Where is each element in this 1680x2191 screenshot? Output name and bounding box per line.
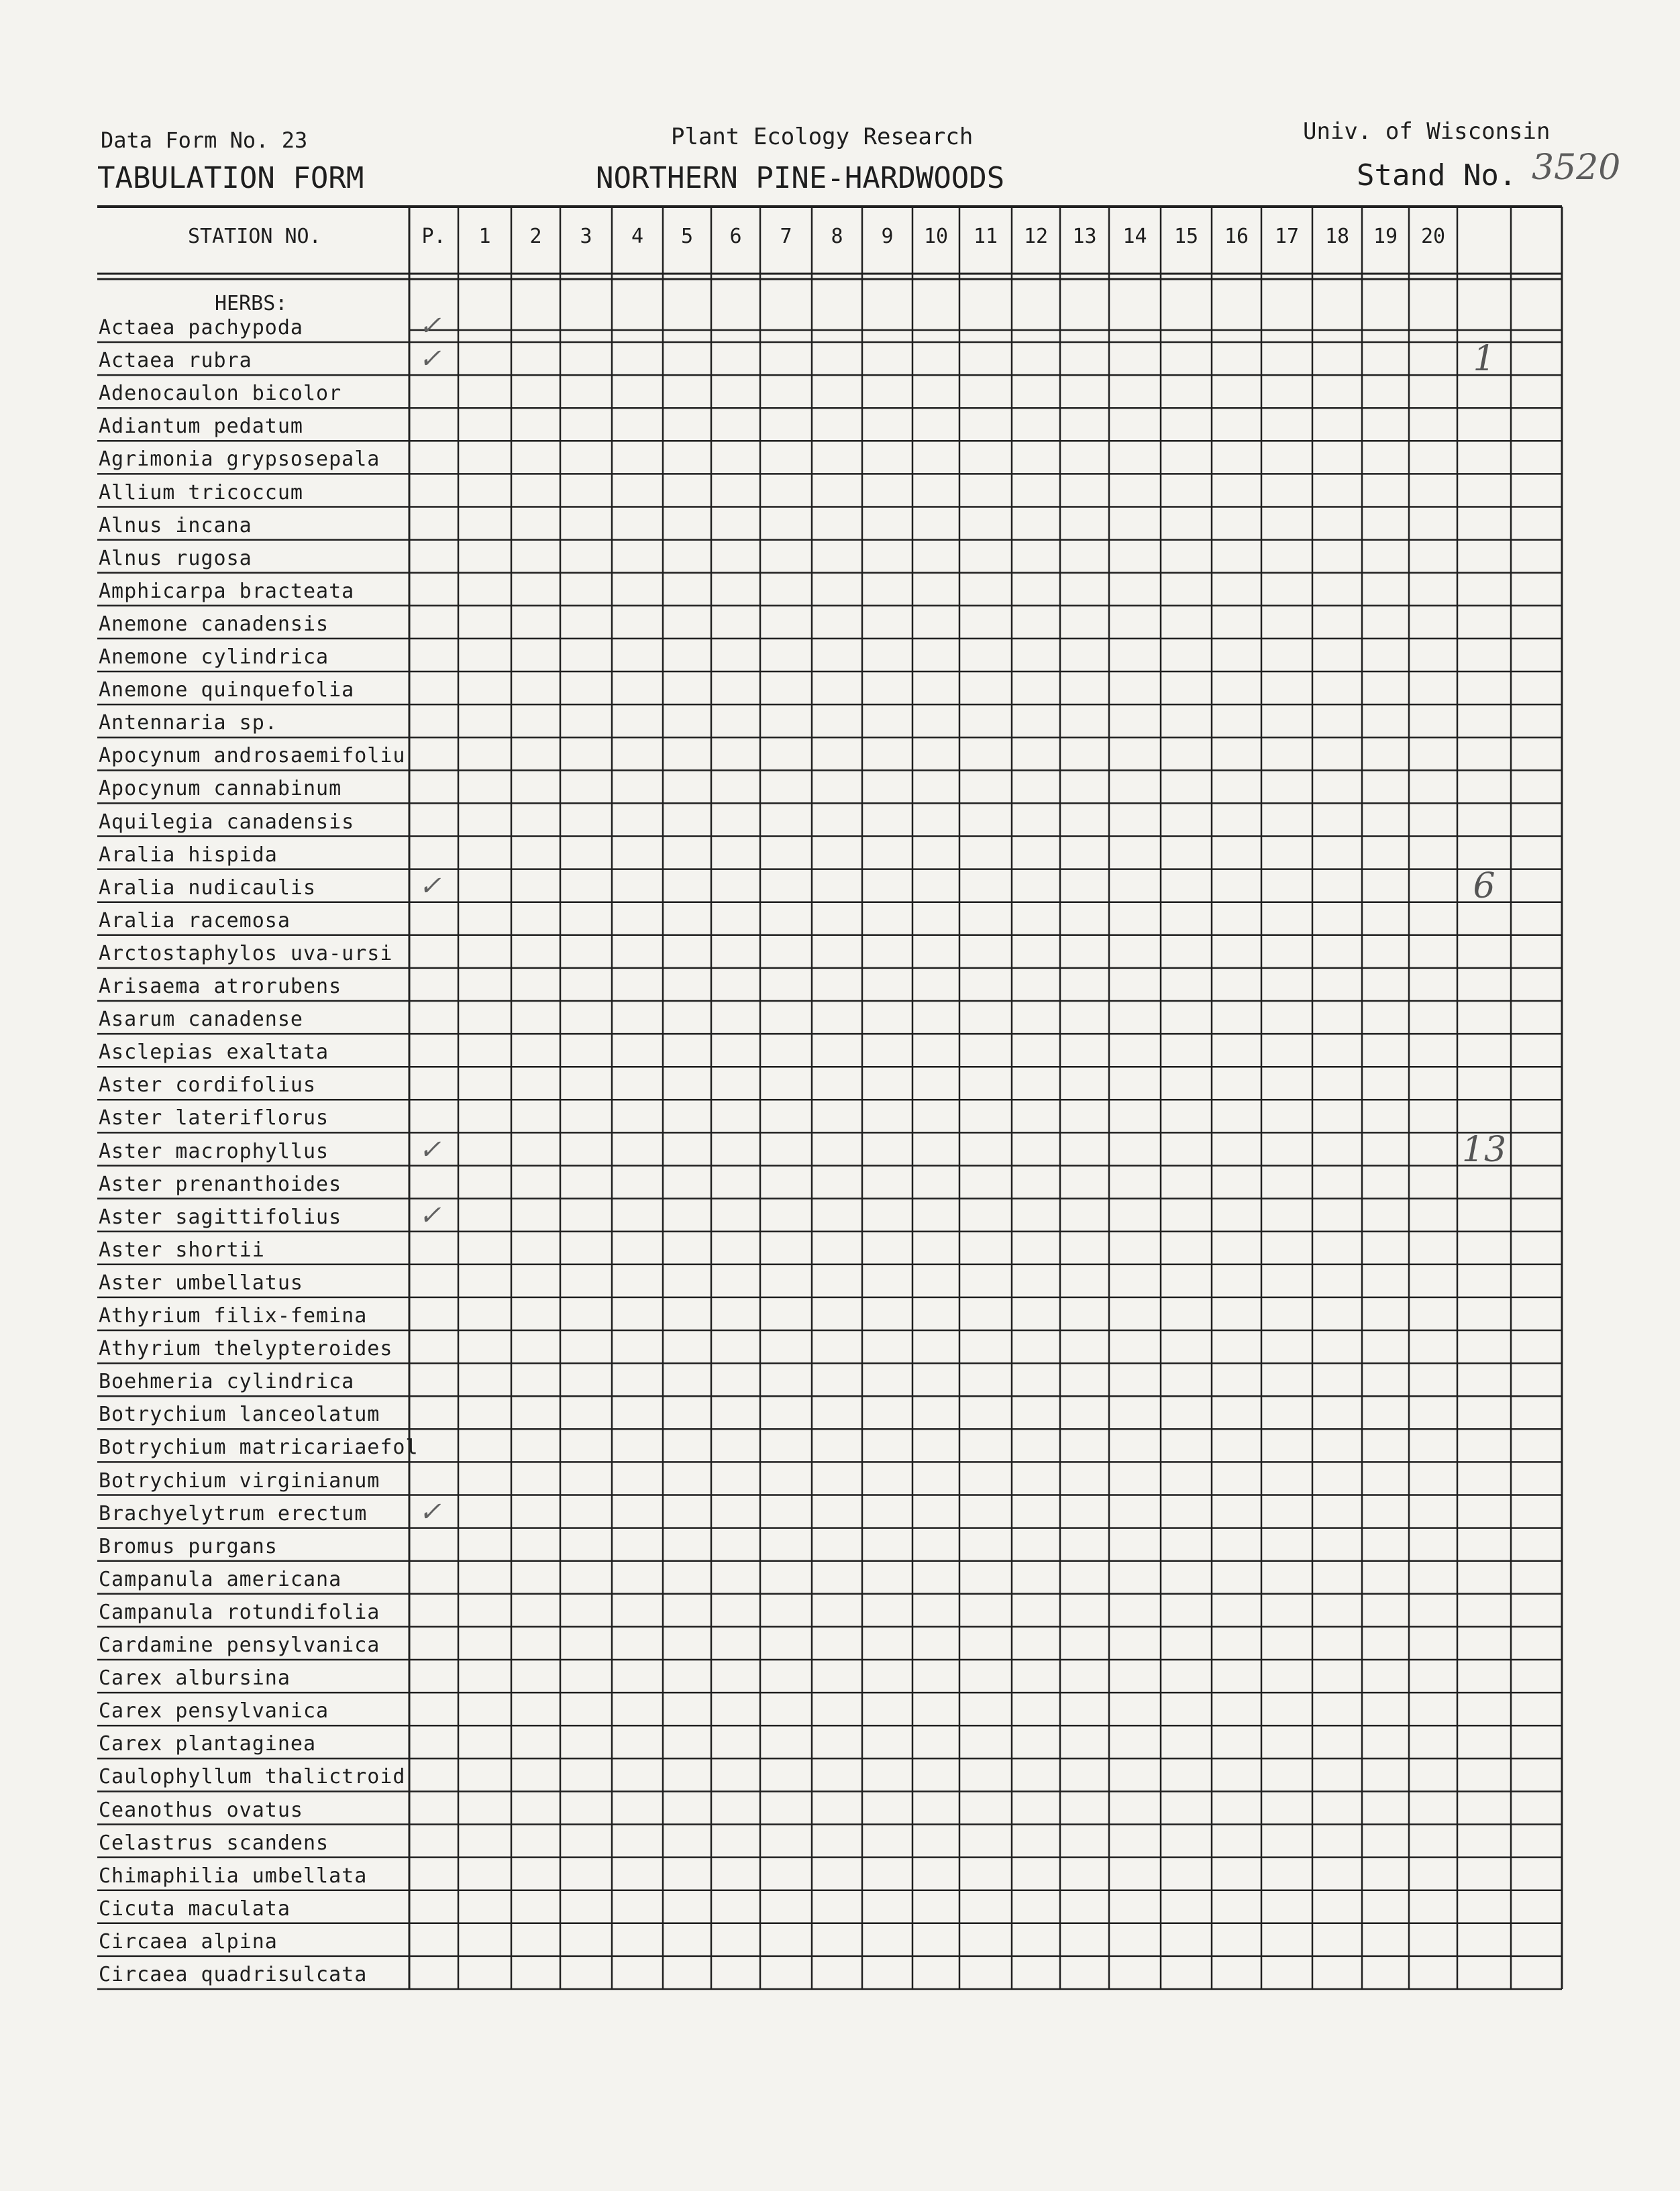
presence-check-mark[interactable]: ✓ [419, 311, 441, 341]
species-name: Aster prenanthoides [99, 1172, 342, 1196]
station-column-header: 8 [831, 225, 843, 248]
species-name: Caulophyllum thalictroid [99, 1765, 406, 1789]
species-name: Campanula americana [99, 1567, 342, 1591]
species-name: Boehmeria cylindrica [99, 1370, 355, 1394]
species-name: Anemone canadensis [99, 612, 329, 636]
species-name: Carex albursina [99, 1666, 291, 1691]
species-name: Asclepias exaltata [99, 1040, 329, 1065]
form-number: Data Form No. 23 [101, 127, 308, 153]
species-name: Circaea alpina [99, 1929, 278, 1954]
station-column-header: 4 [631, 225, 644, 248]
species-name: Apocynum cannabinum [99, 777, 342, 801]
station-column-header: 9 [881, 225, 894, 248]
species-name: Aquilegia canadensis [99, 810, 355, 834]
station-column-header: 1 [478, 225, 491, 248]
species-name: Ceanothus ovatus [99, 1798, 303, 1822]
species-name: Aster umbellatus [99, 1271, 303, 1295]
station-column-header: 15 [1173, 225, 1199, 248]
presence-check-mark[interactable]: ✓ [419, 1134, 441, 1165]
species-name: Cardamine pensylvanica [99, 1634, 380, 1657]
species-name: Aster shortii [99, 1238, 265, 1262]
species-name: Aster cordifolius [99, 1073, 317, 1098]
station-column-header: 12 [1023, 225, 1049, 248]
species-name: Actaea pachypoda [99, 316, 303, 339]
species-name: Chimaphilia umbellata [99, 1864, 368, 1888]
species-name: Arctostaphylos uva-ursi [99, 941, 393, 965]
species-name: Aralia nudicaulis [99, 875, 317, 900]
species-name: Allium tricoccum [99, 480, 303, 504]
section-heading: NORTHERN PINE-HARDWOODS [596, 161, 1005, 195]
station-column-header: 6 [729, 225, 742, 248]
species-name: Anemone quinquefolia [99, 678, 355, 702]
presence-check-mark[interactable]: ✓ [419, 343, 441, 375]
presence-check-mark[interactable]: ✓ [419, 1199, 441, 1231]
species-name: Circaea quadrisulcata [99, 1963, 368, 1986]
station-column-header: 2 [529, 225, 542, 248]
species-name: Aralia hispida [99, 843, 278, 867]
species-name: Cicuta maculata [99, 1896, 291, 1921]
species-name: Alnus rugosa [99, 546, 252, 570]
species-name: Aralia racemosa [99, 908, 291, 932]
species-name: Actaea rubra [99, 349, 252, 373]
species-name: Botrychium virginianum [99, 1468, 380, 1493]
station-number-label: STATION NO. [188, 225, 321, 248]
species-name: Aster sagittifolius [99, 1205, 342, 1229]
presence-check-mark[interactable]: ✓ [419, 1496, 441, 1528]
presence-check-mark[interactable]: ✓ [419, 870, 441, 902]
species-name: Arisaema atrorubens [99, 975, 342, 998]
station-column-header: 20 [1420, 225, 1446, 248]
stand-number-label: Stand No. [1357, 158, 1517, 193]
species-name: Carex pensylvanica [99, 1699, 329, 1723]
station-column-header: 3 [580, 225, 592, 248]
species-name: Adiantum pedatum [99, 415, 303, 439]
species-name: Carex plantaginea [99, 1732, 317, 1756]
station-column-header: 19 [1373, 225, 1398, 248]
station-column-header: 16 [1224, 225, 1249, 248]
species-name: Antennaria sp. [99, 711, 278, 735]
species-name: Adenocaulon bicolor [99, 382, 342, 406]
stand-tally-entry[interactable]: 13 [1461, 1129, 1507, 1170]
station-column-header: 5 [680, 225, 694, 248]
presence-column-header: P. [421, 225, 446, 248]
species-name: Anemone cylindrica [99, 645, 329, 669]
species-name: Botrychium matricariaefol [99, 1436, 419, 1460]
station-column-header: 13 [1072, 225, 1097, 248]
species-name: Celastrus scandens [99, 1831, 329, 1855]
stand-tally-entry[interactable]: 6 [1473, 865, 1495, 906]
species-name: Aster macrophyllus [99, 1139, 329, 1163]
station-column-header: 17 [1274, 225, 1300, 248]
species-name: Amphicarpa bracteata [99, 579, 355, 603]
species-name: Athyrium thelypteroides [99, 1337, 393, 1361]
species-name: Bromus purgans [99, 1534, 278, 1558]
form-title: TABULATION FORM [97, 161, 364, 195]
station-column-header: 7 [780, 225, 792, 248]
species-name: Agrimonia grypsosepala [99, 447, 380, 472]
species-name: Athyrium filix-femina [99, 1304, 368, 1328]
species-name: Aster lateriflorus [99, 1106, 329, 1130]
station-column-header: 18 [1324, 225, 1350, 248]
station-column-header: 10 [923, 225, 949, 248]
herbs-section-label: HERBS: [215, 292, 288, 315]
university-label: Univ. of Wisconsin [1303, 118, 1551, 145]
species-name: Brachyelytrum erectum [99, 1501, 368, 1526]
stand-tally-entry[interactable]: 1 [1473, 339, 1495, 380]
species-name: Asarum canadense [99, 1008, 303, 1032]
species-name: Botrychium lanceolatum [99, 1403, 380, 1427]
research-heading: Plant Ecology Research [671, 123, 974, 150]
species-name: Alnus incana [99, 513, 252, 537]
species-name: Campanula rotundifolia [99, 1600, 380, 1624]
stand-number-value[interactable]: 3520 [1532, 148, 1621, 188]
station-column-header: 14 [1122, 225, 1147, 248]
station-column-header: 11 [973, 225, 998, 248]
species-name: Apocynum androsaemifoliu [99, 744, 406, 768]
